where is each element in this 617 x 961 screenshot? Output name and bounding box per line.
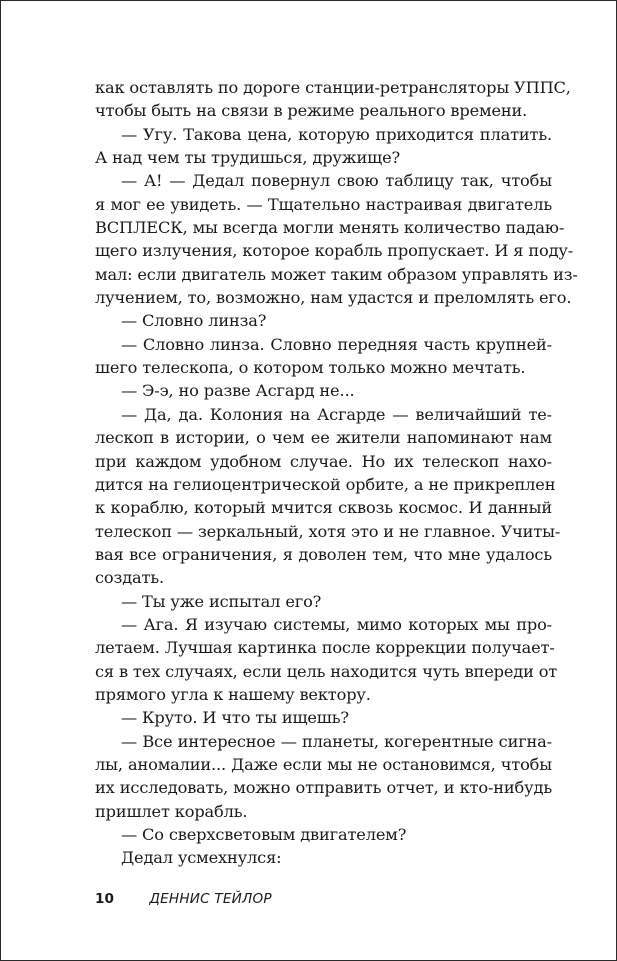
text-line: телескоп — зеркальный, хотя это и не главное. Учиты-: [95, 521, 561, 541]
text-line: чтобы быть на связи в режиме реального времени.: [95, 101, 528, 121]
text-line: — Ты уже испытал его?: [121, 591, 322, 611]
text-line: — А! — Дедал повернул свою таблицу так, чтобы: [121, 171, 552, 191]
text-line: при каждом удобном случае. Но их телескоп нахо-: [95, 451, 552, 471]
text-line: мал: если двигатель может таким образом управлять из-: [95, 264, 578, 284]
text-line: создать.: [95, 568, 164, 588]
text-line: прямого угла к нашему вектору.: [95, 684, 371, 704]
text-line: ВСПЛЕСК, мы всегда могли менять количество падаю-: [95, 218, 565, 238]
text-line: к кораблю, который мчится сквозь космос. И данный: [95, 498, 552, 518]
text-line: — Со сверхсветовым двигателем?: [121, 825, 407, 844]
text-line: дится на гелиоцентрической орбите, а не прикреплен: [95, 474, 556, 494]
text-line: — Словно линза?: [121, 311, 267, 331]
text-line: шего телескопа, о котором только можно мечтать.: [95, 358, 526, 378]
text-line: лескоп в истории, о чем ее жители напоминают нам: [95, 428, 552, 448]
page-number: 10: [95, 891, 114, 907]
text-line: лы, аномалии... Даже если мы не остановимся, чтобы: [95, 754, 552, 774]
text-line: — Угу. Такова цена, которую приходится платить.: [121, 124, 552, 144]
text-line: летаем. Лучшая картинка после коррекции получает-: [95, 638, 555, 658]
text-line: вая все ограничения, я доволен тем, что мне удалось: [95, 544, 552, 564]
text-line: как оставлять по дороге станции-ретрансляторы УППС,: [95, 78, 571, 97]
text-line: щего излучения, которое корабль пропускает. И я поду-: [95, 241, 574, 261]
text-line: — Э-э, но разве Асгард не...: [121, 381, 355, 401]
text-line: ся в тех случаях, если цель находится чуть впереди от: [95, 661, 558, 681]
text-line: — Все интересное — планеты, когерентные сигна-: [121, 731, 552, 751]
body-text: [95, 76, 578, 870]
text-line: лучением, то, возможно, нам удастся и преломлять его.: [95, 288, 572, 308]
running-head-author: ДЕННИС ТЕЙЛОР: [149, 891, 272, 907]
text-line: — Да, да. Колония на Асгарде — величайший те-: [121, 404, 552, 424]
text-line: — Круто. И что ты ищешь?: [121, 708, 349, 728]
text-line: — Ага. Я изучаю системы, мимо которых мы про-: [121, 614, 552, 634]
text-line: я мог ее увидеть. — Тщательно настраивая двигатель: [95, 194, 552, 214]
page-footer: [95, 887, 272, 911]
text-line: пришлет корабль.: [95, 801, 248, 821]
text-line: Дедал усмехнулся:: [121, 848, 282, 868]
text-line: их исследовать, можно отправить отчет, и кто-нибудь: [95, 778, 552, 798]
text-line: А над чем ты трудишься, дружище?: [95, 148, 401, 168]
text-line: — Словно линза. Словно передняя часть крупней-: [121, 334, 552, 354]
